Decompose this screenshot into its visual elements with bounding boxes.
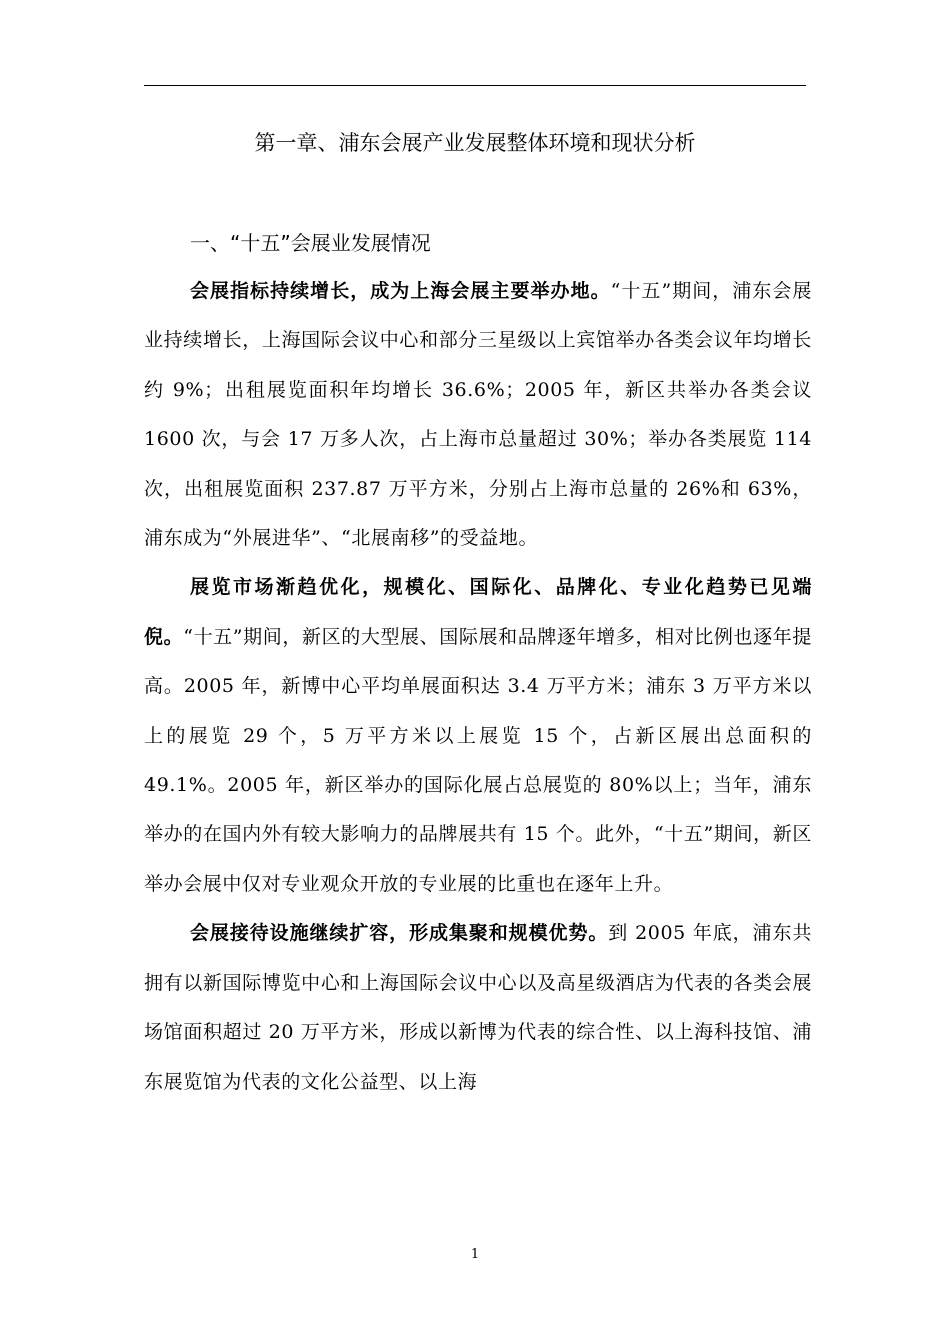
section-heading: 一、“十五”会展业发展情况 — [190, 231, 431, 255]
paragraph-indicators — [144, 267, 812, 563]
paragraph-market — [144, 563, 812, 909]
paragraph-lead: 会展接待设施继续扩容，形成集聚和规模优势。 — [190, 922, 609, 945]
paragraph-lead: 会展指标持续增长，成为上海会展主要举办地。 — [190, 280, 611, 302]
paragraph-text: “十五”期间，浦东会展业持续增长，上海国际会议中心和部分三星级以上宾馆举办各类会议年均增长约 9%；出租展览面积年均增长 36.6%；2005 年，新区共举办各类会议 1600 次，与会 17 万多人次，占上海市总量超过 30%；举办各类展览 114 次，出租展览面积 237.87 万平方米，分别占上海市总量的 26%和 63%，浦东成为“外展进华”、“北展南移”的受益地。 — [144, 280, 812, 550]
paragraph-facilities — [144, 909, 812, 1107]
chapter-title: 第一章、浦东会展产业发展整体环境和现状分析 — [254, 131, 696, 155]
paragraph-text: 到 2005 年底，浦东共拥有以新国际博览中心和上海国际会议中心以及高星级酒店为代表的各类会展场馆面积超过 20 万平方米，形成以新博为代表的综合性、以上海科技馆、浦东展览馆为代表的文化公益型、以上海 — [144, 922, 812, 1093]
paragraph-lead: 展览市场渐趋优化，规模化、国际化、品牌化、专业化趋势已见端倪。 — [144, 576, 812, 648]
header-rule — [144, 85, 806, 86]
page-number: 1 — [470, 1247, 480, 1262]
paragraph-text: “十五”期间，新区的大型展、国际展和品牌逐年增多，相对比例也逐年提高。2005 年，新博中心平均单展面积达 3.4 万平方米；浦东 3 万平方米以上的展览 29 个，5 万平方米以上展览 15 个，占新区展出总面积的 49.1%。2005 年，新区举办的国际化展占总展览的 80%以上；当年，浦东举办的在国内外有较大影响力的品牌展共有 15 个。此外，“十五”期间，新区举办会展中仅对专业观众开放的专业展的比重也在逐年上升。 — [144, 625, 812, 895]
body-text — [144, 267, 812, 1107]
